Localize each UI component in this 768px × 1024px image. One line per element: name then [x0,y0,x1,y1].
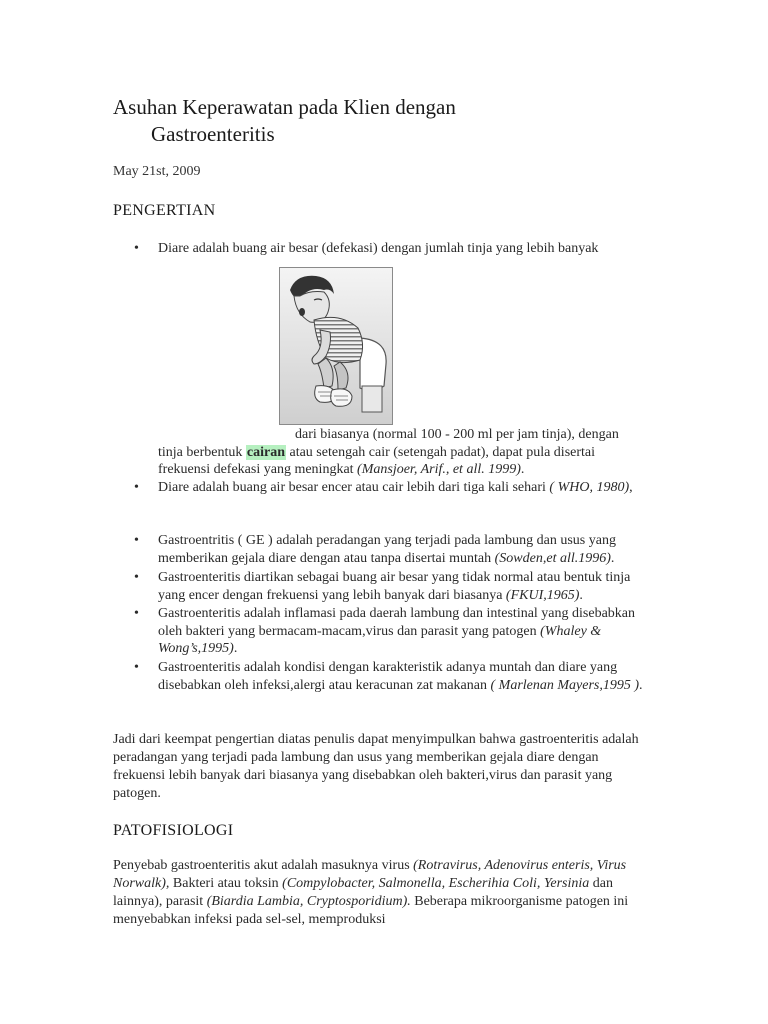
list-item [113,659,658,694]
bullet5-text: Gastroenteritis adalah inflamasi pada daerah lambung dan intestinal yang disebabkan oleh bakteri yang bermacam-macam,virus dan parasit yang patogen [158,606,636,639]
title-line-2: Gastroenteritis [151,122,275,146]
page-title [113,94,633,148]
pato-text-1: Penyebab gastroenteritis akut adalah masuknya virus [113,858,414,873]
bullet1-tail: . [520,462,525,477]
list-item [113,532,658,567]
bullet-icon: • [134,480,139,495]
citation: (Sowden,et all.1996) [494,550,611,566]
list-item [113,240,658,258]
post-date: May 21st, 2009 [113,164,201,179]
parasite-list: (Biardia Lambia, Cryptosporidium). [206,894,411,909]
bacteria-list: (Compylobacter, Salmonella, Escherihia Coli, Yersinia [282,876,590,891]
bullet-icon: • [134,660,139,675]
bullet1-line-4 [113,461,658,479]
bullet1-line4-text: frekuensi defekasi yang meningkat [158,462,358,477]
section-heading-pengertian: PENGERTIAN [113,202,216,219]
bullet1-pre-highlight: tinja berbentuk [158,444,246,460]
bullet6-tail: . [639,677,643,693]
patofisiologi-paragraph [113,857,653,929]
citation: (Mansjoer, Arif., et all. 1999) [357,462,521,477]
bullet-icon: • [134,606,139,621]
bullet1-line-3 [113,444,658,462]
child-toilet-illustration [279,267,393,425]
bullet-icon: • [134,533,139,548]
list-item [113,605,658,658]
bullet1-after-image: dari biasanya (normal 100 - 200 ml per jam tinja), dengan [295,427,619,442]
bullet6-text: Gastroenteritis adalah kondisi dengan karakteristik adanya muntah dan diare yang disebabkan oleh infeksi,alergi atau keracunan zat makanan [158,660,618,693]
virus-list: (Rotravirus, Adenovirus enteris, Virus Norwalk), [113,858,627,891]
bullet1-first-line: Diare adalah buang air besar (defekasi) dengan jumlah tinja yang lebih banyak [158,241,599,256]
child-on-toilet-icon [280,268,392,424]
list-item-continuation [113,426,658,479]
bullet5-tail: . [233,641,238,656]
bullet1-post-highlight: atau setengah cair (setengah padat), dapat pula disertai [285,444,596,460]
list-item [113,479,658,497]
citation: ( Marlenan Mayers,1995 ) [490,677,640,693]
pato-text-2: Bakteri atau toksin [169,876,283,891]
bullet4-tail: . [579,587,583,603]
highlighted-term: cairan [246,444,285,460]
bullet3-text: Gastroentritis ( GE ) adalah peradangan yang terjadi pada lambung dan usus yang memberikan gejala diare dengan atau tanpa disertai muntah [158,533,616,566]
citation: ( WHO, 1980) [549,480,630,495]
citation: (FKUI,1965) [505,587,580,603]
pato-text-4: Beberapa mikroorganisme patogen ini menyebabkan infeksi pada sel-sel, memproduksi [113,894,629,927]
bullet-icon: • [134,570,139,585]
citation: (Whaley & Wong’s,1995) [158,623,602,656]
bullet4-text: Gastroenteritis diartikan sebagai buang air besar yang tidak normal atau bentuk tinja yang encer dengan frekuensi yang lebih banyak dari biasanya [158,570,631,603]
bullet3-tail: . [610,550,615,566]
bullet2-tail: , [629,480,633,495]
bullet2-text: Diare adalah buang air besar encer atau cair lebih dari tiga kali sehari [158,480,550,495]
list-item [113,569,658,604]
conclusion-paragraph: Jadi dari keempat pengertian diatas penulis dapat menyimpulkan bahwa gastroenteritis adalah peradangan yang terjadi pada lambung dan usus yang memberikan gejala diare dengan frekuensi lebih banyak dari biasanya yang disebabkan oleh bakteri,virus dan parasit yang patogen. [113,732,639,801]
section-heading-patofisiologi: PATOFISIOLOGI [113,822,234,839]
pato-text-3: dan lainnya), parasit [113,876,613,909]
bullet-icon: • [134,241,139,256]
title-line-1: Asuhan Keperawatan pada Klien dengan [113,95,456,119]
